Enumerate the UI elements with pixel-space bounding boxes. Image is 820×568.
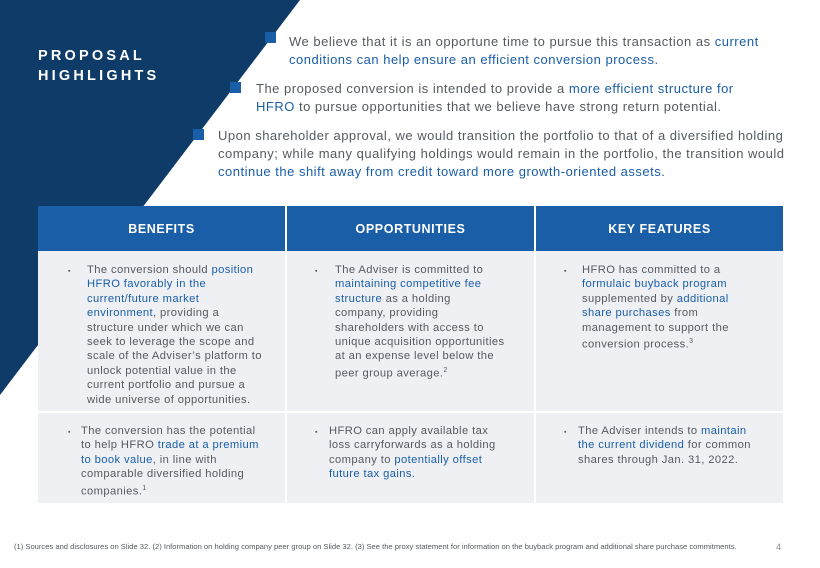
cell-text xyxy=(81,424,263,499)
table-row xyxy=(38,411,783,503)
opportunities-cell-2 xyxy=(285,413,534,503)
cell-text-plain-end: from management to support the conversion process. xyxy=(582,307,729,351)
bullet-3-highlight: continue the shift away from credit toward more growth-oriented assets. xyxy=(218,164,666,179)
cell-text-highlight: trade at a premium to book value xyxy=(81,439,259,466)
page-title-line2: HIGHLIGHTS xyxy=(38,68,160,84)
key-features-cell-2 xyxy=(534,413,783,503)
bullet-1-text: We believe that it is an opportune time to pursue this transaction as xyxy=(289,34,711,49)
header-benefits: BENEFITS xyxy=(38,206,285,251)
square-bullet-icon: ▪ xyxy=(315,429,318,436)
square-bullet-icon xyxy=(265,32,276,43)
bullet-2-text-end: to pursue opportunities that we believe have strong return potential. xyxy=(298,99,722,114)
page-number: 4 xyxy=(776,542,782,552)
cell-text-highlight: maintain the current dividend xyxy=(578,425,747,452)
page-title xyxy=(38,46,159,86)
footnote-ref: 2 xyxy=(443,366,448,374)
highlight-bullet-3 xyxy=(218,127,798,181)
key-features-cell-1 xyxy=(534,251,783,411)
highlights-table xyxy=(38,206,783,505)
square-bullet-icon: ▪ xyxy=(68,268,71,275)
cell-text-plain: The Adviser is committed to xyxy=(335,264,484,276)
bullet-3-text: Upon shareholder approval, we would transition the portfolio to that of a diversified holding company; while many qualifying holdings would remain in the portfolio, the transition would xyxy=(218,128,785,161)
footnote: (1) Sources and disclosures on Slide 32. (2) Information on holding company peer group on Slide 32. (3) See the proxy statement for information on the buyback program and additional share purchase commitments. xyxy=(14,542,737,551)
cell-text-plain-mid: supplemented by xyxy=(582,292,674,305)
cell-text-highlight: potentially offset future tax gains. xyxy=(329,453,483,481)
cell-text-highlight: position HFRO favorably in the current/future market environment xyxy=(87,264,254,320)
header-opportunities: OPPORTUNITIES xyxy=(285,206,534,251)
cell-text xyxy=(578,424,760,467)
cell-text xyxy=(582,263,752,352)
cell-text-highlight-2: additional share purchases xyxy=(582,292,729,320)
square-bullet-icon: ▪ xyxy=(315,268,318,275)
footnote-ref: 1 xyxy=(142,484,147,492)
cell-text-highlight: maintaining competitive fee structure xyxy=(335,278,482,305)
bullet-2-highlight: more efficient structure for HFRO xyxy=(256,81,734,114)
square-bullet-icon: ▪ xyxy=(564,429,567,436)
footnote-ref: 3 xyxy=(689,338,694,346)
bullet-1-highlight: current conditions can help ensure an efficient conversion process. xyxy=(289,34,759,67)
cell-text xyxy=(87,263,269,407)
benefits-cell-1 xyxy=(38,251,285,411)
cell-text-plain: HFRO can apply available tax loss carryforwards as a holding company to xyxy=(329,425,496,466)
cell-text-plain-end: , providing a structure under which we can seek to leverage the scope and scale of the Adviser’s platform to unlock potential value in the current portfolio and pursue a wide universe of opportunities. xyxy=(87,307,262,406)
highlight-bullet-2 xyxy=(256,80,776,116)
cell-text-plain-end: , in line with comparable diversified holding companies. xyxy=(81,453,245,498)
cell-text xyxy=(329,424,509,482)
cell-text-highlight: formulaic buyback program xyxy=(582,278,727,291)
opportunities-cell-1 xyxy=(285,251,534,411)
square-bullet-icon: ▪ xyxy=(68,429,71,436)
cell-text-plain: The Adviser intends to xyxy=(578,425,698,437)
cell-text-plain-end: as a holding company, providing shareholders with access to unique acquisition opportunities at an expense level below the peer group average. xyxy=(335,292,505,380)
square-bullet-icon: ▪ xyxy=(564,268,567,275)
header-key-features: KEY FEATURES xyxy=(534,206,783,251)
table-header-row xyxy=(38,206,783,251)
square-bullet-icon xyxy=(193,129,204,140)
page-title-line1: PROPOSAL xyxy=(38,48,145,64)
benefits-cell-2 xyxy=(38,413,285,503)
cell-text xyxy=(335,263,505,381)
cell-text-plain: The conversion has the potential to help HFRO xyxy=(81,425,256,452)
highlight-bullet-1 xyxy=(289,33,769,69)
cell-text-plain: The conversion should xyxy=(87,264,208,276)
table-row xyxy=(38,251,783,411)
square-bullet-icon xyxy=(230,82,241,93)
cell-text-plain-end: for common shares through Jan. 31, 2022. xyxy=(578,439,751,466)
bullet-2-text: The proposed conversion is intended to provide a xyxy=(256,81,565,96)
cell-text-plain: HFRO has committed to a xyxy=(582,264,721,276)
